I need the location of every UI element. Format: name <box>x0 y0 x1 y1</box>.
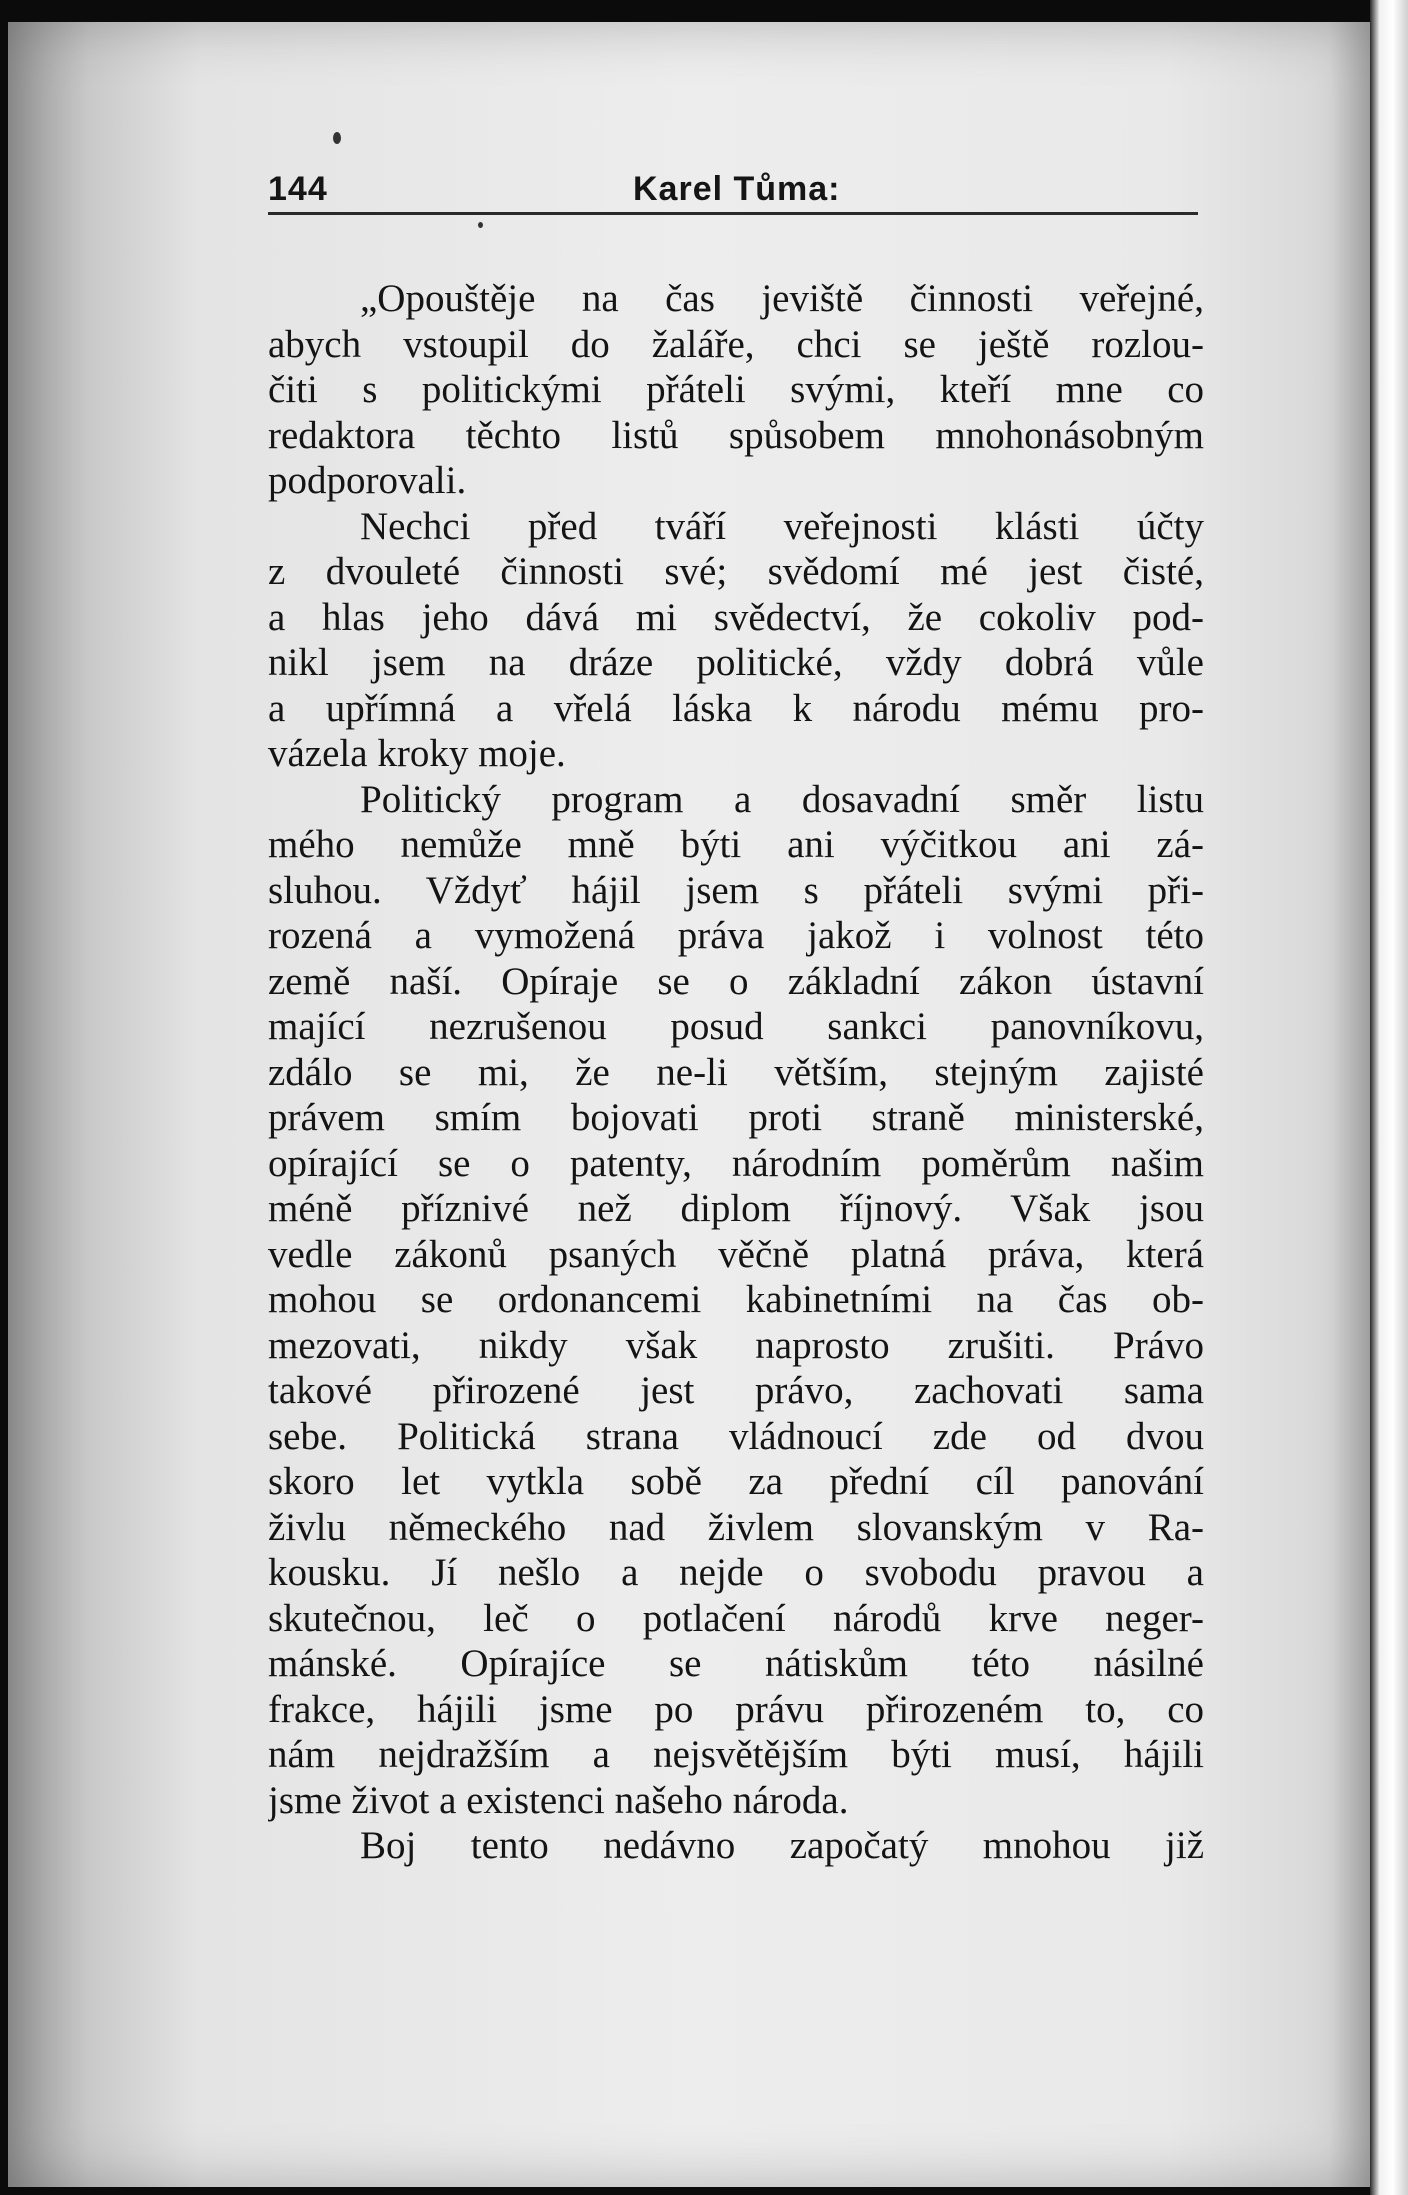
text-line: vázela kroky moje. <box>268 732 566 775</box>
text-line: mezovati, nikdy však naprosto zrušiti. Právo <box>268 1323 1204 1367</box>
body-text <box>268 276 1204 1869</box>
text-line: frakce, hájili jsme po právu přirozeném to, co <box>268 1687 1204 1731</box>
ink-speck <box>333 132 341 144</box>
running-head: Karel Tůma: <box>633 170 841 208</box>
text-line: sluhou. Vždyť hájil jsem s přáteli svými při- <box>268 868 1204 912</box>
text-line: jsme život a existenci našeho národa. <box>268 1778 849 1822</box>
text-line: abych vstoupil do žaláře, chci se ještě rozlou- <box>268 322 1204 366</box>
text-line: zdálo se mi, že ne-li větším, stejným zajisté <box>268 1050 1204 1094</box>
text-line: nikl jsem na dráze politické, vždy dobrá vůle <box>268 641 1204 684</box>
text-line: vedle zákonů psaných věčně platná práva, která <box>268 1232 1204 1276</box>
text-line: rozená a vymožená práva jakož i volnost této <box>268 914 1204 957</box>
text-line: mánské. Opírajíce se nátiskům této násilné <box>268 1642 1204 1685</box>
text-line: kousku. Jí nešlo a nejde o svobodu pravou a <box>268 1551 1204 1594</box>
text-line: podporovali. <box>268 459 467 502</box>
text-line: a upřímná a vřelá láska k národu mému pro- <box>268 686 1204 730</box>
text-line: skutečnou, leč o potlačení národů krve neger- <box>268 1596 1204 1640</box>
page-header <box>268 166 1198 216</box>
text-line: čiti s politickými přáteli svými, kteří mne co <box>268 368 1204 411</box>
text-line: mého nemůže mně býti ani výčitkou ani zá- <box>268 823 1204 866</box>
text-line: Nechci před tváří veřejnosti klásti účty <box>360 504 1204 548</box>
text-line: opírající se o patenty, národním poměrům našim <box>268 1141 1204 1185</box>
text-line: mající nezrušenou posud sankci panovníkovu, <box>268 1005 1204 1048</box>
text-line: mohou se ordonancemi kabinetními na čas ob- <box>268 1278 1204 1321</box>
text-line: země naší. Opíraje se o základní zákon ústavní <box>268 959 1204 1003</box>
text-line: sebe. Politická strana vládnoucí zde od dvou <box>268 1414 1204 1458</box>
text-line: a hlas jeho dává mi svědectví, že cokoliv pod- <box>268 595 1204 639</box>
ink-speck <box>478 222 483 228</box>
text-line: nám nejdražším a nejsvětějším býti musí, hájili <box>268 1733 1204 1776</box>
text-line: Politický program a dosavadní směr listu <box>360 777 1204 821</box>
text-line: takové přirozené jest právo, zachovati sama <box>268 1369 1204 1412</box>
text-line: Boj tento nedávno započatý mnohou již <box>360 1824 1204 1867</box>
text-line: méně příznivé než diplom říjnový. Však jsou <box>268 1187 1204 1230</box>
text-line: právem smím bojovati proti straně ministerské, <box>268 1096 1204 1139</box>
text-line: „Opouštěje na čas jeviště činnosti veřejné, <box>360 277 1204 320</box>
text-line: skoro let vytkla sobě za přední cíl panování <box>268 1460 1204 1503</box>
header-rule <box>268 212 1198 215</box>
scan-edge <box>1370 0 1408 2195</box>
text-line: živlu německého nad živlem slovanským v Ra- <box>268 1505 1204 1549</box>
text-line: z dvouleté činnosti své; svědomí mé jest čisté, <box>268 550 1204 593</box>
page-number: 144 <box>268 170 328 208</box>
text-line: redaktora těchto listů spůsobem mnohonásobným <box>268 413 1204 457</box>
